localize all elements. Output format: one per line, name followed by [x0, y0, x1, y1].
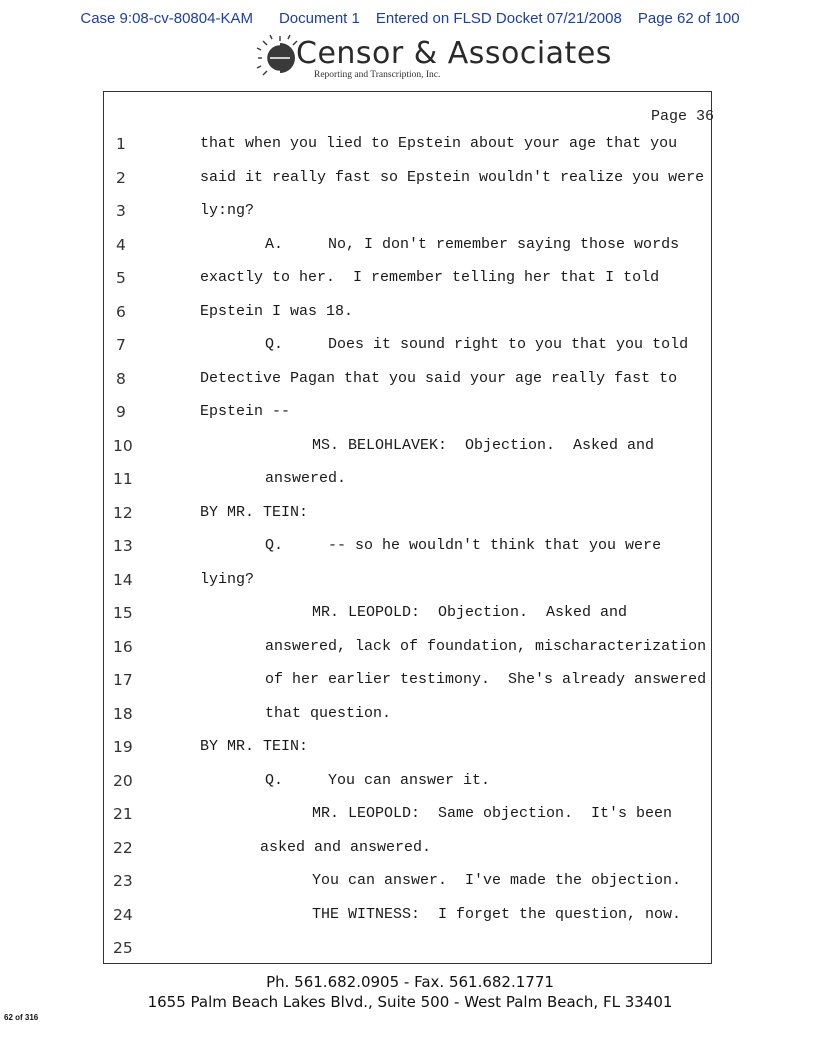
pdf-page-count: 62 of 316: [4, 1013, 39, 1022]
line-number: 17: [113, 671, 133, 689]
line-text: MR. LEOPOLD: Objection. Asked and: [312, 604, 628, 621]
transcript-line: [0, 370, 820, 394]
line-number: 8: [116, 369, 126, 388]
transcript-line: [0, 437, 820, 461]
footer-phone: Ph. 561.682.0905 - Fax. 561.682.1771: [266, 973, 554, 991]
transcript-line: [0, 839, 820, 863]
transcript-line: [0, 269, 820, 293]
line-text: Epstein --: [200, 403, 291, 420]
line-text: exactly to her. I remember telling her that I told: [200, 269, 660, 286]
transcript-line: [0, 638, 820, 662]
transcript-line: [0, 336, 820, 360]
line-number: 13: [113, 537, 133, 555]
line-text: Q. -- so he wouldn't think that you were: [265, 537, 662, 554]
line-number: 6: [116, 302, 126, 321]
line-number: 12: [113, 503, 133, 522]
globe-logo-icon: [256, 34, 300, 78]
case-number: Case 9:08-cv-80804-KAM: [80, 10, 253, 27]
transcript-line: [0, 169, 820, 193]
line-text: said it really fast so Epstein wouldn't realize you were: [200, 168, 705, 186]
line-number: 24: [113, 905, 133, 924]
line-text: You can answer. I've made the objection.: [312, 872, 682, 889]
transcript-line: [0, 939, 820, 963]
transcript-line: [0, 906, 820, 930]
line-number: 11: [113, 470, 133, 488]
line-text: Q. Does it sound right to you that you told: [265, 336, 689, 353]
line-number: 3: [116, 202, 126, 220]
line-text: THE WITNESS: I forget the question, now.: [312, 905, 682, 923]
line-number: 5: [116, 269, 126, 287]
transcript-line: [0, 738, 820, 762]
line-text: ly:ng?: [200, 202, 255, 219]
line-text: BY MR. TEIN:: [200, 503, 309, 521]
transcript-line: [0, 571, 820, 595]
line-text: asked and answered.: [260, 838, 432, 856]
line-number: 4: [116, 235, 126, 254]
line-number: 9: [116, 403, 126, 421]
transcript-line: [0, 236, 820, 260]
line-text: that question.: [265, 704, 392, 722]
line-number: 19: [113, 738, 133, 756]
transcript-line: [0, 671, 820, 695]
footer-address: 1655 Palm Beach Lakes Blvd., Suite 500 - West Palm Beach, FL 33401: [147, 993, 673, 1011]
line-number: 20: [113, 771, 133, 790]
reporter-tagline: Reporting and Transcription, Inc.: [314, 70, 441, 80]
line-number: 2: [116, 168, 126, 187]
line-text: BY MR. TEIN:: [200, 738, 309, 755]
transcript-line: [0, 705, 820, 729]
docket-entry: Entered on FLSD Docket 07/21/2008: [375, 10, 622, 27]
line-text: that when you lied to Epstein about your age that you: [200, 135, 678, 152]
transcript-line: [0, 537, 820, 561]
line-text: Detective Pagan that you said your age really fast to: [200, 369, 678, 387]
line-number: 16: [113, 637, 133, 656]
line-number: 18: [113, 704, 133, 723]
filing-page-number: Page 62 of 100: [637, 10, 740, 27]
document-number: Document 1: [278, 10, 360, 27]
line-number: 22: [113, 838, 133, 857]
line-text: Epstein I was 18.: [200, 302, 354, 320]
transcript-line: [0, 772, 820, 796]
line-number: 7: [116, 336, 126, 354]
line-text: MR. LEOPOLD: Same objection. It's been: [312, 805, 673, 822]
court-filing-header: [0, 10, 820, 27]
transcript-line: [0, 135, 820, 159]
line-number: 21: [113, 805, 133, 823]
line-text: answered, lack of foundation, mischaracterization: [265, 637, 707, 655]
reporter-logo: [256, 34, 612, 90]
transcript-line: [0, 470, 820, 494]
line-text: MS. BELOHLAVEK: Objection. Asked and: [312, 436, 655, 454]
line-text: lying?: [200, 570, 255, 588]
line-number: 15: [113, 604, 133, 622]
transcript-line: [0, 604, 820, 628]
line-text: A. No, I don't remember saying those words: [265, 235, 680, 253]
transcript-page-label: Page 36: [650, 108, 714, 125]
line-number: 1: [116, 135, 126, 153]
line-text: Q. You can answer it.: [265, 771, 491, 789]
transcript-line: [0, 303, 820, 327]
line-text: answered.: [265, 470, 347, 487]
line-number: 23: [113, 872, 133, 890]
line-number: 10: [113, 436, 133, 455]
line-number: 14: [113, 570, 133, 589]
transcript-line: [0, 403, 820, 427]
reporter-name: Censor & Associates: [296, 36, 612, 71]
transcript-line: [0, 805, 820, 829]
transcript-line: [0, 872, 820, 896]
line-text: of her earlier testimony. She's already answered: [265, 671, 707, 688]
transcript-line: [0, 504, 820, 528]
line-number: 25: [113, 939, 133, 957]
transcript-line: [0, 202, 820, 226]
